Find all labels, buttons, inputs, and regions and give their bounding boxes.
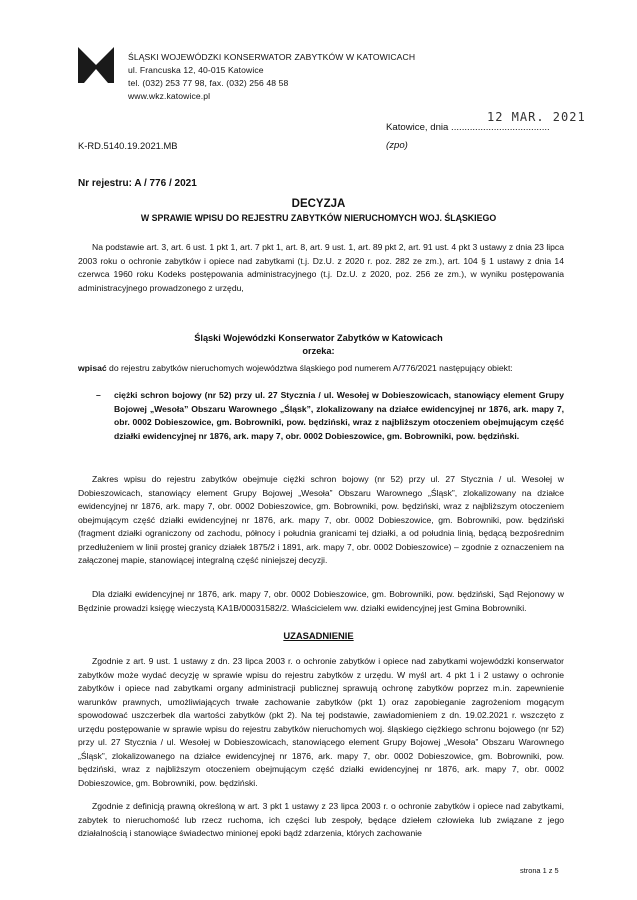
page-number: strona 1 z 5 [520,866,559,875]
zpo-note: (zpo) [386,140,408,151]
justification-paragraph-1: Zgodnie z art. 9 ust. 1 ustawy z dn. 23 lipca 2003 r. o ochronie zabytków i opiece nad zabytkami wojewódzki konserwator zabytków może wydać decyzję w sprawie wpisu do rejestru zabytków z urzędu. W myśl art. 4 pkt 1 i 2 ustawy o ochronie zabytków i opiece nad zabytkami organy administracji publicznej sprawują ochronę zabytków poprzez m.in. zapewnienie warunków prawnych, umożliwiających trwałe zachowanie zabytków (pkt 1) oraz zapobieganie zagrożeniom mogącym spowodować uszczerbek dla wartości zabytków (pkt 2). Na tej podstawie, zawiadomieniem z dn. 19.02.2021 r. wszczęto z urzędu postępowanie w sprawie wpisu do rejestru zabytków nieruchomych woj. śląskiego ciężkiego schronu bojowego (nr 52) przy ul. 27 Stycznia / ul. Wesołej w Dobieszowicach, stanowiącego element Grupy Bojowej „Wesoła” Obszaru Warownego „Śląsk”, zlokalizowanego na działce ewidencyjnej nr 1876, ark. mapy 7, obr. 0002 Dobieszowice, gm. Bobrowniki, pow. będziński, wraz z najbliższym otoczeniem obejmującym część działki ewidencyjnej nr 1876, ark. mapy 7, obr. 0002 Dobieszowice, gm. Bobrowniki, pow. będziński. [78,656,564,788]
entry-verb: wpisać [78,363,107,373]
land-register-paragraph: Dla działki ewidencyjnej nr 1876, ark. mapy 7, obr. 0002 Dobieszowice, gm. Bobrowniki, pow. będziński, Sąd Rejonowy w Będzinie prowadzi księgę wieczystą KA1B/00031582/2. Właścicielem ww. działki ewidencyjnej jest Gmina Bobrowniki. [78,589,564,613]
justification-paragraph-2: Zgodnie z definicją prawną określoną w art. 3 pkt 1 ustawy z 23 lipca 2003 r. o ochronie zabytków i opiece nad zabytkami, zabytek to nieruchomość lub rzecz ruchoma, ich części lub zespoły, będące dziełem człowieka lub związane z jego działalnością i stanowiące świadectwo minionej epoki bądź zdarzenia, których zachowanie [78,801,564,838]
heraldic-logo [78,47,114,83]
decides-label: orzeka: [302,346,335,356]
date-stamp: 12 MAR. 2021 [487,110,586,124]
document-subtitle: W SPRAWIE WPISU DO REJESTRU ZABYTKÓW NIERUCHOMYCH WOJ. ŚLĄSKIEGO [140,213,497,223]
authority-name: Śląski Wojewódzki Konserwator Zabytków w Katowicach [194,333,443,343]
letterhead-address: ul. Francuska 12, 40-015 Katowice [128,65,264,75]
document-title: DECYZJA [291,198,346,210]
case-number: K-RD.5140.19.2021.MB [78,140,178,151]
letterhead-phone: tel. (032) 253 77 98, fax. (032) 256 48 58 [128,78,289,88]
entry-paragraph [78,362,564,376]
letterhead-name: ŚLĄSKI WOJEWÓDZKI KONSERWATOR ZABYTKÓW W KATOWICACH [128,52,416,62]
object-description: ciężki schron bojowy (nr 52) przy ul. 27 Stycznia / ul. Wesołej w Dobieszowicach, stanowiący element Grupy Bojowej „Wesoła” Obszaru Warownego „Śląsk”, zlokalizowany na działce ewidencyjnej nr 1876, ark. mapy 7, obr. 0002 Dobieszowice, gm. Bobrowniki, pow. będziński, wraz z najbliższym otoczeniem obejmującym część działki ewidencyjnej nr 1876, ark. mapy 7, obr. 0002 Dobieszowice, gm. Bobrowniki, pow. będziński. [114,390,564,441]
entry-text: do rejestru zabytków nieruchomych województwa śląskiego pod numerem A/776/2021 następujący obiekt: [106,363,513,373]
justification-heading: UZASADNIENIE [283,630,354,641]
letterhead-web[interactable]: www.wkz.katowice.pl [128,91,211,101]
city-date-line: Katowice, dnia ..................................... [386,122,550,133]
scope-paragraph: Zakres wpisu do rejestru zabytków obejmuje ciężki schron bojowy (nr 52) przy ul. 27 Stycznia / ul. Wesołej w Dobieszowicach, stanowiący element Grupy Bojowej „Wesoła” Obszaru Warownego „Śląsk”, zlokalizowany na działce ewidencyjnej nr 1876, ark. mapy 7, obr. 0002 Dobieszowice, gm. Bobrowniki, pow. będziński, wraz z najbliższym otoczeniem obejmującym część działki ewidencyjnej nr 1876, ark. mapy 7, obr. 0002 Dobieszowice, gm. Bobrowniki, pow. będziński (fragment działki ograniczony od zachodu, północy i południa granicami tej działki, a od południa linią, będącą bezpośrednim przedłużeniem w linii prostej granicy działek 1875/2 i 1891, ark. mapy 7, obr. 0002 Dobieszowice) – zgodnie z oznaczeniem na załączonej mapie, stanowiącej integralną część niniejszej decyzji. [78,474,564,565]
object-list-item [96,389,564,443]
list-dash: – [96,390,101,400]
register-number: Nr rejestru: A / 776 / 2021 [78,178,197,189]
legal-basis-paragraph: Na podstawie art. 3, art. 6 ust. 1 pkt 1, art. 7 pkt 1, art. 8, art. 9 ust. 1, art. 89 pkt 2, art. 91 ust. 4 pkt 3 ustawy z dnia 23 lipca 2003 roku o ochronie zabytków i opiece nad zabytkami (t.j. Dz.U. z 2020 r. poz. 282 ze zm.), art. 104 § 1 ustawy z dnia 14 czerwca 1960 roku Kodeks postępowania administracyjnego (t.j. Dz.U. z 2020, poz. 256 ze zm.), w wyniku postępowania administracyjnego prowadzonego z urzędu, [78,242,564,293]
